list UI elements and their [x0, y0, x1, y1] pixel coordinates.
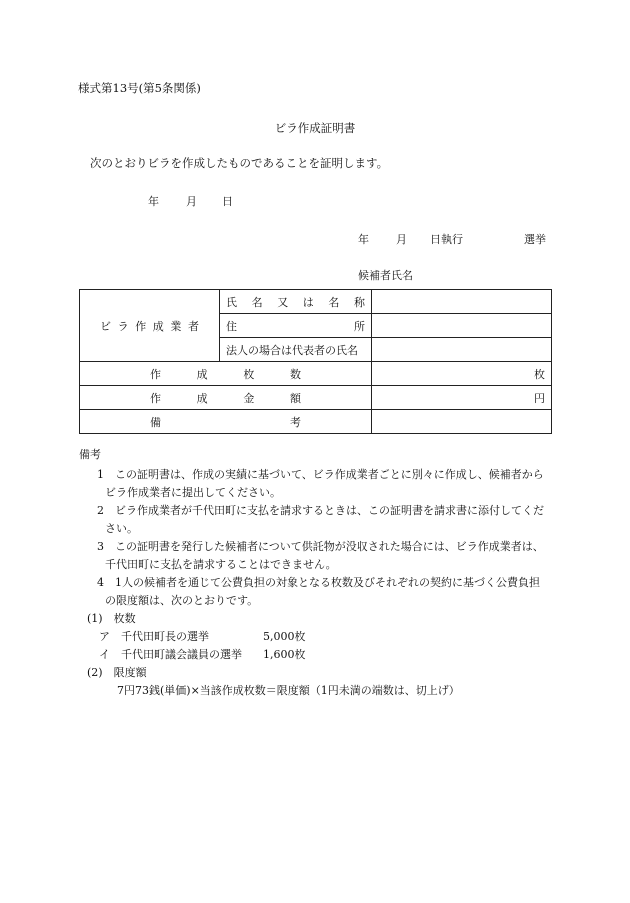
- address-label: 住所: [226, 319, 365, 333]
- form-number: 様式第13号(第5条関係): [78, 81, 201, 95]
- amount-label-cell: [80, 386, 372, 410]
- name-label-cell: [220, 290, 372, 314]
- name-value-cell[interactable]: [372, 290, 552, 314]
- amount-value-cell[interactable]: [372, 386, 552, 410]
- address-value-cell[interactable]: [372, 314, 552, 338]
- sub1-item-value: 5,000枚: [263, 630, 306, 643]
- issue-date-month: 月: [186, 195, 197, 208]
- issue-date-row: [148, 193, 233, 209]
- election-day-held: 日執行: [430, 233, 463, 246]
- note-item-1: 1 この証明書は、作成の実績に基づいて、ビラ作成業者ごとに別々に作成し、候補者からビラ作成業者に提出してください。: [97, 468, 544, 499]
- table-row: [80, 362, 552, 386]
- remarks-label: 備考: [150, 415, 301, 429]
- sub1-item-label: イ 千代田町議会議員の選挙: [99, 648, 242, 661]
- count-value-cell[interactable]: [372, 362, 552, 386]
- note-item-2: 2 ビラ作成業者が千代田町に支払を請求するときは、この証明書を請求書に添付してください。: [97, 504, 544, 535]
- intro-text: 次のとおりビラを作成したものであることを証明します。: [90, 156, 389, 170]
- document-title: ビラ作成証明書: [274, 121, 356, 135]
- amount-label: 作成金額: [150, 391, 301, 405]
- sub1-item-mayor: [99, 628, 549, 646]
- representative-value-cell[interactable]: [372, 338, 552, 362]
- election-month: 月: [396, 233, 407, 246]
- issue-date-year: 年: [148, 195, 159, 208]
- election-label: 選挙: [524, 233, 546, 246]
- sub1-item-council: [99, 646, 549, 664]
- limit-formula: 7円73銭(単価)×当該作成枚数＝限度額（1円未満の端数は、切上げ）: [117, 684, 460, 697]
- table-row: [80, 410, 552, 434]
- election-year: 年: [358, 233, 369, 246]
- issue-date-day: 日: [222, 195, 233, 208]
- certificate-table: [79, 289, 552, 434]
- table-row: [80, 290, 552, 314]
- representative-label: 法人の場合は代表者の氏名: [226, 343, 358, 357]
- name-label: 氏名又は名称: [226, 295, 365, 309]
- election-date-row: [358, 231, 546, 247]
- sub1-item-label: ア 千代田町長の選挙: [99, 630, 209, 643]
- count-label-cell: [80, 362, 372, 386]
- address-label-cell: [220, 314, 372, 338]
- amount-unit: 円: [534, 391, 545, 405]
- maker-label: ビラ作成業者: [100, 319, 199, 333]
- table-row: [80, 386, 552, 410]
- count-unit: 枚: [534, 367, 545, 381]
- remarks-value-cell[interactable]: [372, 410, 552, 434]
- sub2-heading: (2) 限度額: [87, 666, 147, 679]
- candidate-name-label: 候補者氏名: [358, 269, 413, 282]
- note-item-4: 4 1人の候補者を通じて公費負担の対象となる枚数及びそれぞれの契約に基づく公費負担の限度額は、次のとおりです。: [97, 576, 540, 607]
- note-item-3: 3 この証明書を発行した候補者について供託物が没収された場合には、ビラ作成業者は、千代田町に支払を請求することはできません。: [97, 540, 544, 571]
- representative-label-cell: [220, 338, 372, 362]
- sub1-heading: (1) 枚数: [87, 612, 136, 625]
- notes-heading: 備考: [79, 448, 101, 461]
- count-label: 作成枚数: [150, 367, 301, 381]
- maker-label-cell: [80, 290, 220, 362]
- sub1-item-value: 1,600枚: [263, 648, 306, 661]
- notes-section: [79, 446, 549, 700]
- remarks-label-cell: [80, 410, 372, 434]
